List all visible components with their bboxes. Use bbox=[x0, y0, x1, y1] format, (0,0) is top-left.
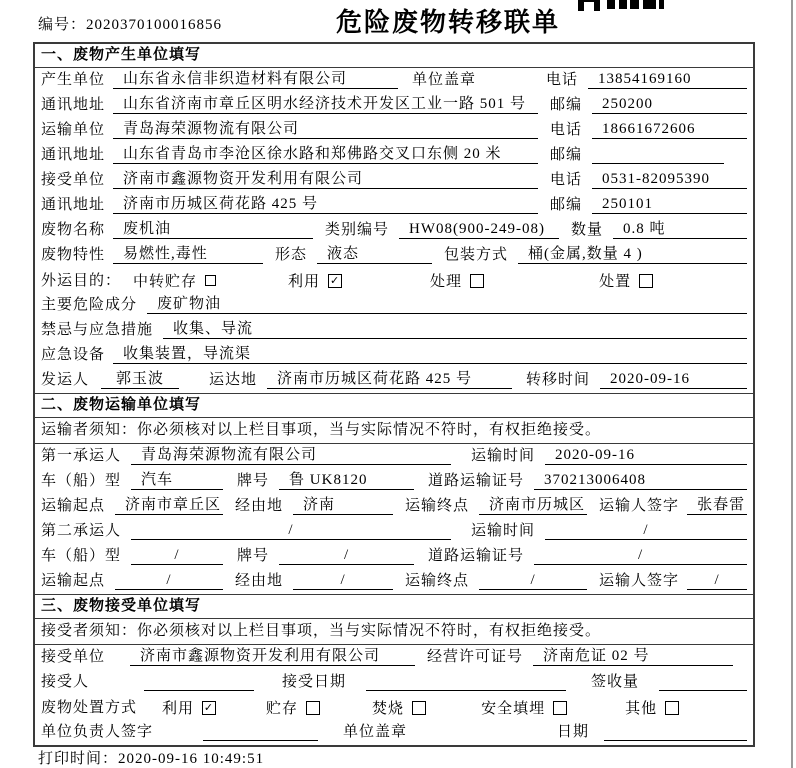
field-label: 运达地 bbox=[209, 372, 258, 388]
disposal-storage-group bbox=[266, 697, 320, 718]
second-via: / bbox=[293, 571, 393, 590]
field-label: 电话 bbox=[550, 172, 583, 188]
second-transport-date: / bbox=[545, 521, 747, 540]
purpose-utilize-group bbox=[288, 270, 342, 291]
transporter-address: 山东省青岛市李沧区徐水路和郑佛路交叉口东侧 20 米 bbox=[113, 145, 538, 164]
field-label: 邮编 bbox=[550, 97, 583, 113]
field-label: 接受单位 bbox=[41, 649, 106, 665]
field-label: 经由地 bbox=[235, 573, 284, 589]
disposal-storage-checkbox bbox=[306, 701, 320, 715]
field-label: 通讯地址 bbox=[41, 197, 106, 213]
form-row bbox=[35, 544, 753, 569]
field-label: 类别编号 bbox=[325, 222, 390, 238]
producer-seal-label: 单位盖章 bbox=[412, 72, 477, 88]
waste-characteristics: 易燃性,毒性 bbox=[113, 245, 263, 264]
first-endpoint: 济南市历城区 bbox=[479, 496, 587, 515]
purpose-dispose-checkbox bbox=[639, 274, 653, 288]
field-label: 车（船）型 bbox=[41, 473, 122, 489]
field-label: 废物名称 bbox=[41, 222, 106, 238]
field-label: 单位负责人签字 bbox=[41, 724, 154, 740]
field-label: 运输单位 bbox=[41, 122, 106, 138]
field-label: 邮编 bbox=[550, 197, 583, 213]
purpose-treat-checkbox bbox=[470, 274, 484, 288]
form-row bbox=[35, 645, 753, 670]
form-row bbox=[35, 343, 753, 368]
producer-postcode: 250200 bbox=[592, 95, 747, 114]
doc-number bbox=[38, 13, 222, 34]
second-vehicle-type: / bbox=[131, 546, 223, 565]
second-carrier-name: / bbox=[131, 521, 451, 540]
field-label: 道路运输证号 bbox=[428, 548, 525, 564]
field-label: 通讯地址 bbox=[41, 97, 106, 113]
form-row bbox=[35, 318, 753, 343]
receiver-postcode: 250101 bbox=[592, 195, 747, 214]
accepting-unit: 济南市鑫源物资开发利用有限公司 bbox=[130, 647, 415, 666]
field-label: 道路运输证号 bbox=[428, 473, 525, 489]
second-plate-number: / bbox=[279, 546, 414, 565]
disposal-utilize-checkbox: ✓ bbox=[203, 701, 215, 714]
waste-name: 废机油 bbox=[113, 220, 313, 239]
field-label: 签收量 bbox=[591, 674, 640, 690]
field-label: 运输终点 bbox=[405, 498, 470, 514]
form-row bbox=[35, 293, 753, 318]
field-label: 经营许可证号 bbox=[427, 649, 524, 665]
field-label: 发运人 bbox=[41, 372, 90, 388]
field-label: 第二承运人 bbox=[41, 523, 122, 539]
field-label: 禁忌与应急措施 bbox=[41, 322, 154, 338]
field-label: 运输起点 bbox=[41, 498, 106, 514]
section-3-header: 三、废物接受单位填写 bbox=[35, 594, 753, 619]
field-label: 转移时间 bbox=[526, 372, 591, 388]
form-row bbox=[35, 193, 753, 218]
disposal-incinerate-group bbox=[372, 697, 426, 718]
field-label: 形态 bbox=[275, 247, 308, 263]
form-row bbox=[35, 93, 753, 118]
form-row bbox=[35, 68, 753, 93]
field-label: 经由地 bbox=[235, 498, 284, 514]
transfer-date: 2020-09-16 bbox=[600, 370, 747, 389]
form-row bbox=[35, 218, 753, 243]
acceptance-date bbox=[366, 672, 566, 691]
manifest-form-table bbox=[33, 42, 755, 747]
disposal-incinerate-checkbox bbox=[412, 701, 426, 715]
first-origin: 济南市章丘区 bbox=[115, 496, 223, 515]
second-origin: / bbox=[115, 571, 223, 590]
page-edge-line bbox=[791, 0, 793, 768]
producer-name: 山东省永信非织造材料有限公司 bbox=[113, 70, 398, 89]
section-2-header: 二、废物运输单位填写 bbox=[35, 393, 753, 418]
responsible-person-signature bbox=[203, 722, 318, 741]
field-label: 电话 bbox=[550, 122, 583, 138]
first-transport-date: 2020-09-16 bbox=[545, 446, 747, 465]
precautions-measures: 收集、导流 bbox=[163, 320, 747, 339]
disposal-utilize-label: 利用 bbox=[162, 701, 195, 717]
field-label: 包装方式 bbox=[444, 247, 509, 263]
purpose-utilize-checkbox: ✓ bbox=[329, 274, 341, 287]
purpose-treat-label: 处理 bbox=[430, 274, 463, 290]
receiver-address: 济南市历城区荷花路 425 号 bbox=[113, 195, 538, 214]
print-time bbox=[38, 747, 264, 768]
field-label: 电话 bbox=[546, 72, 579, 88]
producer-address: 山东省济南市章丘区明水经济技术开发区工业一路 501 号 bbox=[113, 95, 538, 114]
form-row bbox=[35, 168, 753, 193]
field-label: 运输时间 bbox=[471, 448, 536, 464]
field-label: 数量 bbox=[571, 222, 604, 238]
field-label: 牌号 bbox=[237, 548, 270, 564]
producer-phone: 13854169160 bbox=[588, 70, 747, 89]
purpose-transfer-storage-checkbox bbox=[205, 275, 216, 286]
field-label: 第一承运人 bbox=[41, 448, 122, 464]
first-carrier-signature: 张春雷 bbox=[687, 496, 747, 515]
purpose-transfer-storage-group bbox=[133, 270, 216, 291]
form-row bbox=[35, 670, 753, 695]
waste-quantity: 0.8 吨 bbox=[613, 220, 747, 239]
form-row bbox=[35, 118, 753, 143]
waste-category-code: HW08(900-249-08) bbox=[399, 220, 559, 239]
form-row bbox=[35, 519, 753, 544]
doc-number-label: 编号： bbox=[38, 17, 87, 33]
waste-form: 液态 bbox=[317, 245, 432, 264]
field-label: 车（船）型 bbox=[41, 548, 122, 564]
disposal-incinerate-label: 焚烧 bbox=[372, 701, 405, 717]
receiver-name: 济南市鑫源物资开发利用有限公司 bbox=[113, 170, 538, 189]
receiver-seal-label: 单位盖章 bbox=[343, 724, 408, 740]
transporter-notice: 运输者须知：你必须核对以上栏目事项，当与实际情况不符时，有权拒绝接受。 bbox=[35, 418, 753, 444]
field-label: 废物特性 bbox=[41, 247, 106, 263]
print-time-value: 2020-09-16 10:49:51 bbox=[118, 751, 265, 767]
form-row bbox=[35, 444, 753, 469]
second-carrier-signature: / bbox=[687, 571, 747, 590]
first-via: 济南 bbox=[293, 496, 393, 515]
field-label: 日期 bbox=[557, 724, 590, 740]
purpose-dispose-group bbox=[599, 270, 653, 291]
waste-packaging: 桶(金属,数量 4 ) bbox=[518, 245, 747, 264]
seal-date bbox=[604, 722, 747, 741]
field-label: 邮编 bbox=[550, 147, 583, 163]
form-row bbox=[35, 268, 753, 293]
first-carrier-name: 青岛海荣源物流有限公司 bbox=[131, 446, 451, 465]
disposal-landfill-label: 安全填埋 bbox=[481, 701, 546, 717]
form-row bbox=[35, 695, 753, 720]
purpose-treat-group bbox=[430, 270, 484, 291]
receiver-notice: 接受者须知：你必须核对以上栏目事项，当与实际情况不符时，有权拒绝接受。 bbox=[35, 619, 753, 645]
transporter-postcode bbox=[592, 145, 724, 164]
field-label: 运输终点 bbox=[405, 573, 470, 589]
first-road-permit: 370213006408 bbox=[534, 471, 747, 490]
disposal-other-checkbox bbox=[665, 701, 679, 715]
qr-code-fragment-icon bbox=[578, 0, 664, 9]
page-title: 危险废物转移联单 bbox=[336, 8, 561, 37]
form-row bbox=[35, 143, 753, 168]
form-row bbox=[35, 469, 753, 494]
field-label: 应急设备 bbox=[41, 347, 106, 363]
field-label: 产生单位 bbox=[41, 72, 106, 88]
form-row bbox=[35, 569, 753, 594]
form-row bbox=[35, 720, 753, 745]
disposal-other-label: 其他 bbox=[625, 701, 658, 717]
disposal-landfill-checkbox bbox=[553, 701, 567, 715]
field-label: 运输起点 bbox=[41, 573, 106, 589]
form-row bbox=[35, 368, 753, 393]
field-label: 运输人签字 bbox=[599, 498, 680, 514]
disposal-utilize-group bbox=[162, 697, 216, 718]
transporter-name: 青岛海荣源物流有限公司 bbox=[113, 120, 538, 139]
emergency-equipment: 收集装置，导流渠 bbox=[113, 345, 747, 364]
purpose-utilize-label: 利用 bbox=[288, 274, 321, 290]
field-label: 接受日期 bbox=[282, 674, 347, 690]
field-label: 接受人 bbox=[41, 674, 90, 690]
field-label: 牌号 bbox=[237, 473, 270, 489]
first-vehicle-type: 汽车 bbox=[131, 471, 223, 490]
print-time-label: 打印时间： bbox=[38, 751, 119, 767]
receiver-phone: 0531-82095390 bbox=[592, 170, 747, 189]
purpose-transfer-storage-label: 中转贮存 bbox=[133, 274, 198, 290]
operating-license-number: 济南危证 02 号 bbox=[533, 647, 733, 666]
destination: 济南市历城区荷花路 425 号 bbox=[267, 370, 512, 389]
field-label: 接受单位 bbox=[41, 172, 106, 188]
disposal-storage-label: 贮存 bbox=[266, 701, 299, 717]
second-road-permit: / bbox=[534, 546, 747, 565]
second-endpoint: / bbox=[479, 571, 587, 590]
field-label: 外运目的： bbox=[41, 272, 122, 289]
form-row bbox=[35, 494, 753, 519]
purpose-dispose-label: 处置 bbox=[599, 274, 632, 290]
disposal-landfill-group bbox=[481, 697, 567, 718]
acceptor bbox=[144, 672, 254, 691]
main-hazardous-component: 废矿物油 bbox=[147, 295, 747, 314]
received-quantity bbox=[659, 672, 747, 691]
field-label: 运输人签字 bbox=[599, 573, 680, 589]
disposal-other-group bbox=[625, 697, 679, 718]
form-row bbox=[35, 243, 753, 268]
field-label: 主要危险成分 bbox=[41, 297, 138, 313]
section-1-header: 一、废物产生单位填写 bbox=[35, 44, 753, 68]
first-plate-number: 鲁 UK8120 bbox=[279, 471, 414, 490]
field-label: 运输时间 bbox=[471, 523, 536, 539]
transporter-phone: 18661672606 bbox=[592, 120, 747, 139]
field-label: 通讯地址 bbox=[41, 147, 106, 163]
field-label: 废物处置方式 bbox=[41, 699, 138, 716]
consignor: 郭玉波 bbox=[101, 370, 179, 389]
doc-number-value: 2020370100016856 bbox=[86, 17, 223, 33]
